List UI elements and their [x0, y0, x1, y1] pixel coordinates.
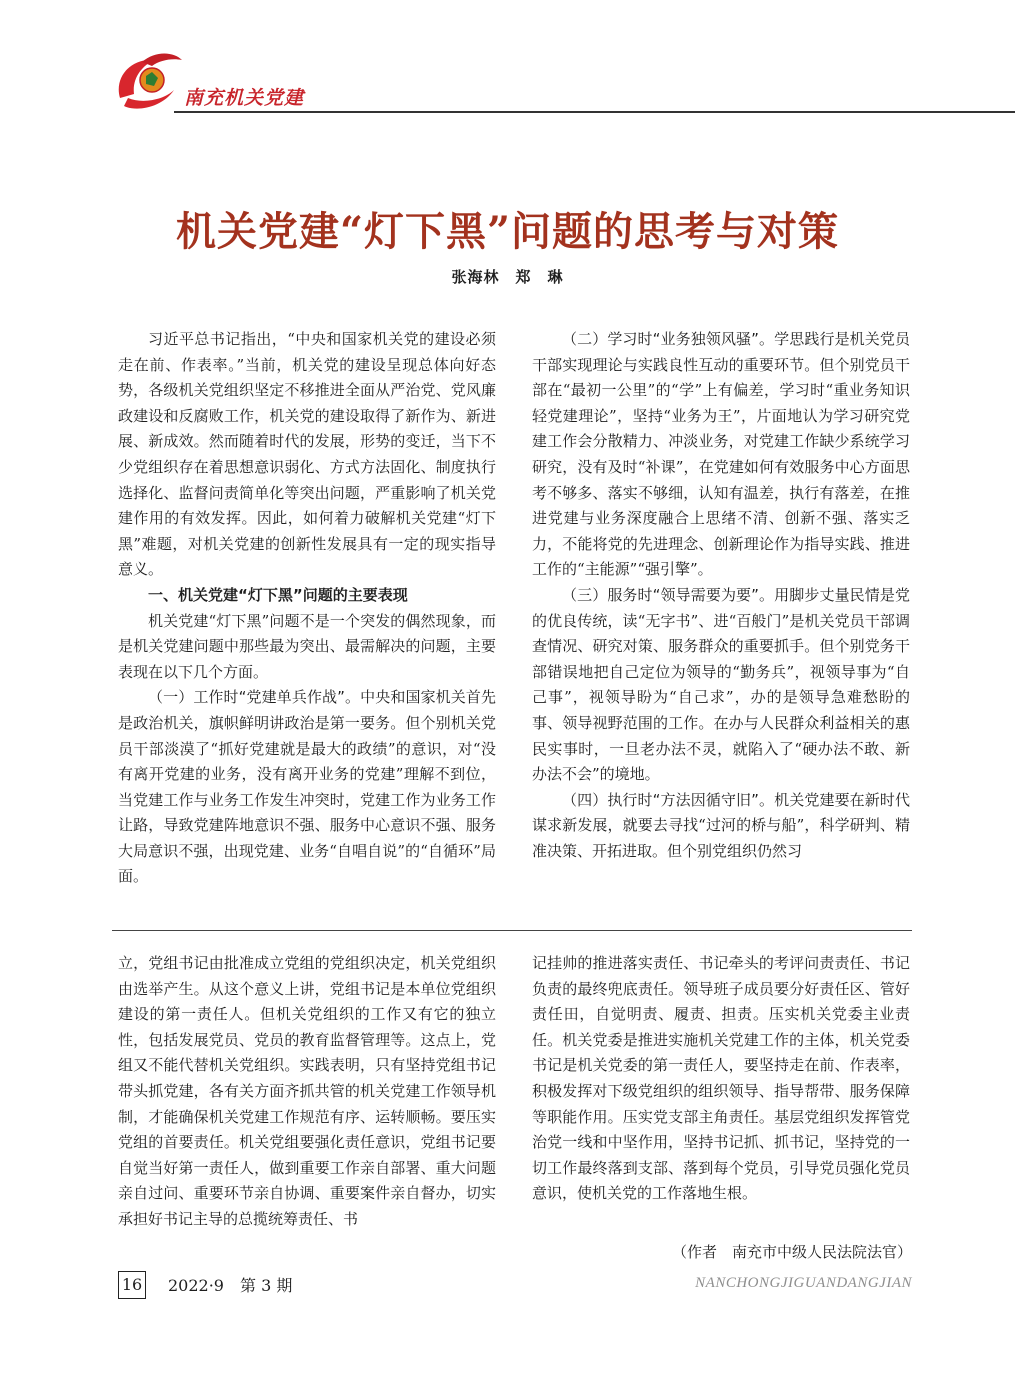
publication-brand: 南充机关党建 [184, 87, 305, 109]
column-top-left [118, 327, 496, 890]
paragraph [532, 583, 910, 788]
paragraph-text: 中央和国家机关首先是政治机关，旗帜鲜明讲政治是第一要务。但个别机关党员干部淡漠了“抓好党建就是最大的政绩”的意识，对“没有离开党建的业务，没有离开业务的党建”理解不到位，当党建工作与业务工作发生冲突时，党建工作为业务工作让路，导致党建阵地意识不强、服务中心意识不强、服务大局意识不强，出现党建、业务“自唱自说”的“自循环”局面。 [118, 688, 496, 886]
paragraph: 习近平总书记指出，“中央和国家机关党的建设必须走在前、作表率。”当前，机关党的建设呈现总体向好态势，各级机关党组织坚定不移推进全面从严治党、党风廉政建设和反腐败工作，机关党的建设取得了新作为、新进展、新成效。然而随着时代的发展，形势的变迁，当下不少党组织存在着思想意识弱化、方式方法固化、制度执行选择化、监督问责简单化等突出问题，严重影响了机关党建作用的有效发挥。因此，如何着力破解机关党建“灯下黑”难题，对机关党建的创新性发展具有一定的现实指导意义。 [118, 330, 496, 579]
issue-info: 2022·9 第 3 期 [168, 1276, 293, 1295]
column-bottom-left [118, 951, 496, 1233]
magazine-name-pinyin: NANCHONGJIGUANDANGJIAN [695, 1275, 912, 1291]
header-rule [174, 111, 1015, 113]
author-byline: （作者 南充市中级人民法院法官） [671, 1243, 912, 1261]
paragraph [118, 685, 496, 890]
section-heading: 一、机关党建“灯下黑”问题的主要表现 [148, 585, 408, 604]
paragraph-text: 学思践行是机关党员干部实现理论与实践良性互动的重要环节。但个别党员干部在“最初一公里”的“学”上有偏差，学习时“重业务知识轻党建理论”，坚持“业务为王”，片面地认为学习研究党建工作会分散精力、冲淡业务，对党建工作缺少系统学习研究，没有及时“补课”，在党建如何有效服务中心方面思考不够多、落实不够细，认知有温差，执行有落差，在推进党建与业务深度融合上思绪不清、创新不强、落实乏力，不能将党的先进理念、创新理论作为指导实践、推进工作的“主能源”“强引擎”。 [532, 330, 910, 579]
column-bottom-right [532, 951, 910, 1207]
page-header [112, 40, 1015, 120]
subheading: （三）服务时“领导需要为要”。 [562, 585, 775, 604]
subheading: （二）学习时“业务独领风骚”。 [562, 330, 775, 348]
page-number: 16 [118, 1271, 146, 1299]
logo-icon [112, 48, 184, 114]
paragraph-text: 用脚步丈量民情是党的优良传统，读“无字书”、进“百般门”是机关党员干部调查情况、研究对策、服务群众的重要抓手。但个别党务干部错误地把自己定位为领导的“勤务兵”，视领导事为“自己事”，视领导盼为“自己求”，办的是领导急难愁盼的事、领导视野范围的工作。在办与人民群众利益相关的惠民实事时，一旦老办法不灵，就陷入了“硬办法不敢、新办法不会”的境地。 [532, 585, 910, 784]
subheading: （四）执行时“方法因循守旧”。 [562, 790, 775, 809]
paragraph: 机关党建“灯下黑”问题不是一个突发的偶然现象，而是机关党建问题中那些最为突出、最需解决的问题，主要表现在以下几个方面。 [118, 611, 496, 681]
subheading: （一）工作时“党建单兵作战”。 [148, 688, 361, 707]
column-top-right [532, 327, 910, 864]
paragraph [532, 788, 910, 865]
paragraph: 立，党组书记由批准成立党组的党组织决定，机关党组织由选举产生。从这个意义上讲，党组书记是本单位党组织建设的第一责任人。但机关党组织的工作又有它的独立性，包括发展党员、党员的教育监督管理等。这点上，党组又不能代替机关党组织。实践表明，只有坚持党组书记带头抓党建，各有关方面齐抓共管的机关党建工作领导机制，才能确保机关党建工作规范有序、运转顺畅。要压实党组的首要责任。机关党组要强化责任意识，党组书记要自觉当好第一责任人，做到重要工作亲自部署、重大问题亲自过问、重要环节亲自协调、重要案件亲自督办，切实承担好书记主导的总揽统筹责任、书 [118, 954, 496, 1228]
article-authors: 张海林 郑 琳 [451, 268, 564, 286]
paragraph: 记挂帅的推进落实责任、书记牵头的考评问责责任、书记负责的最终兜底责任。领导班子成员要分好责任区、管好责任田，自觉明责、履责、担责。压实机关党委主业责任。机关党委是推进实施机关党建工作的主体，机关党委书记是机关党委的第一责任人，要坚持走在前、作表率，积极发挥对下级党组织的组织领导、指导帮带、服务保障等职能作用。压实党支部主角责任。基层党组织发挥管党治党一线和中坚作用，坚持书记抓、抓书记，坚持党的一切工作最终落到支部、落到每个党员，引导党员强化党员意识，使机关党的工作落地生根。 [532, 954, 910, 1203]
article-title: 机关党建“灯下黑”问题的思考与对策 [175, 208, 839, 255]
section-divider [112, 930, 912, 931]
paragraph [532, 327, 910, 583]
paragraph-text: 机关党建要在新时代谋求新发展，就要去寻找“过河的桥与船”，科学研判、精准决策、开拓进取。但个别党组织仍然习 [532, 790, 910, 860]
page-footer [118, 1271, 912, 1301]
